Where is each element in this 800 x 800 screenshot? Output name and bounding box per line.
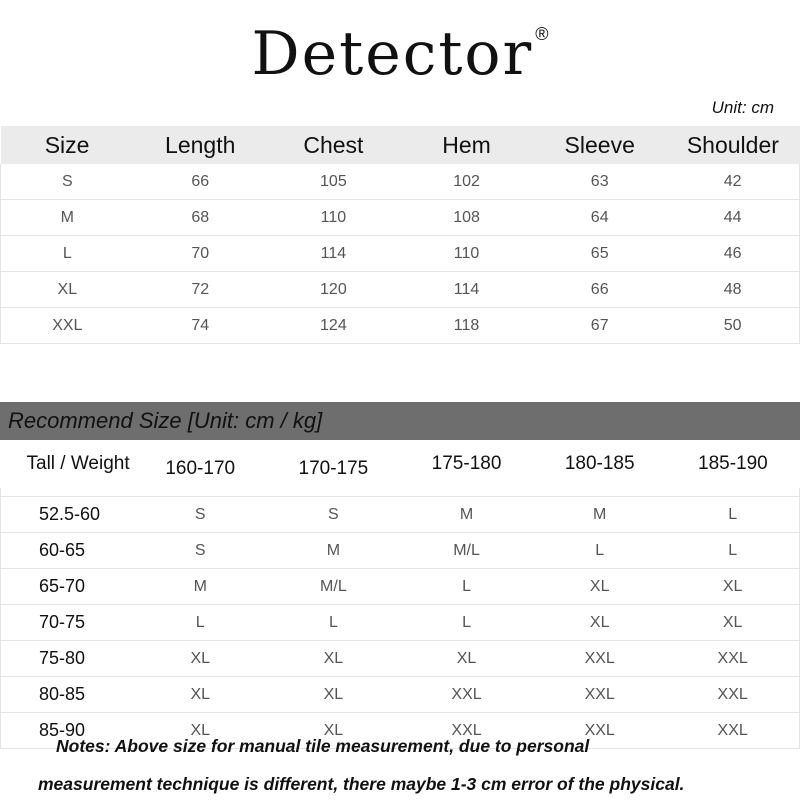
table-cell: S (134, 497, 267, 533)
table-cell: 65 (533, 236, 666, 272)
weight-range: 80-85 (1, 677, 134, 713)
table-cell: 118 (400, 308, 533, 344)
table-cell: XL (1, 272, 134, 308)
table-cell: L (533, 533, 666, 569)
table-cell: M/L (400, 533, 533, 569)
registered-mark: ® (535, 24, 549, 44)
table-cell: XL (134, 713, 267, 749)
table-row (1, 497, 800, 533)
table-cell: 102 (400, 164, 533, 200)
table-row (1, 641, 800, 677)
table-cell: 108 (400, 200, 533, 236)
table-cell: XL (267, 713, 400, 749)
header-chest: Chest (267, 126, 400, 164)
table-cell: XXL (666, 677, 799, 713)
table-cell: XL (533, 569, 666, 605)
header-height-range: 180-185 (564, 453, 635, 474)
weight-range: 60-65 (1, 533, 134, 569)
table-cell: M (267, 533, 400, 569)
header-tall-weight: Tall / Weight (26, 453, 130, 474)
notes-line-2: measurement technique is different, there maybe 1-3 cm error of the physical. (38, 774, 685, 794)
table-row (1, 272, 800, 308)
recommend-size-table (0, 440, 800, 749)
header-height-range: 175-180 (431, 453, 502, 474)
size-chart-header-row (1, 126, 800, 164)
table-cell: 67 (533, 308, 666, 344)
table-cell: L (134, 605, 267, 641)
table-row (1, 533, 800, 569)
weight-range: 52.5-60 (1, 497, 134, 533)
header-height-range: 160-170 (165, 458, 236, 479)
weight-range: 65-70 (1, 569, 134, 605)
header-sleeve: Sleeve (533, 126, 666, 164)
table-cell: L (400, 605, 533, 641)
weight-range: 75-80 (1, 641, 134, 677)
table-cell: 70 (134, 236, 267, 272)
table-cell: L (666, 533, 799, 569)
table-cell: 46 (666, 236, 799, 272)
table-cell: 74 (134, 308, 267, 344)
weight-range: 70-75 (1, 605, 134, 641)
table-row (1, 200, 800, 236)
table-cell: 48 (666, 272, 799, 308)
table-cell: 114 (267, 236, 400, 272)
table-cell: XL (666, 605, 799, 641)
table-row (1, 569, 800, 605)
table-cell: XL (134, 641, 267, 677)
header-size: Size (1, 126, 134, 164)
table-cell: 110 (400, 236, 533, 272)
table-cell: 124 (267, 308, 400, 344)
table-cell: 114 (400, 272, 533, 308)
table-row (1, 605, 800, 641)
table-row (1, 236, 800, 272)
table-cell: 110 (267, 200, 400, 236)
table-cell: XXL (400, 677, 533, 713)
header-length: Length (134, 126, 267, 164)
table-cell: M/L (267, 569, 400, 605)
table-cell: XL (400, 641, 533, 677)
recommend-header-row (1, 440, 800, 488)
unit-label: Unit: cm (711, 98, 774, 117)
table-cell: L (400, 569, 533, 605)
table-cell: XL (533, 605, 666, 641)
table-row (1, 677, 800, 713)
table-cell: S (267, 497, 400, 533)
table-cell: 72 (134, 272, 267, 308)
table-cell: 50 (666, 308, 799, 344)
row-spacer (1, 488, 800, 497)
size-chart-table (0, 126, 800, 344)
table-cell: XXL (1, 308, 134, 344)
notes-line-1: Notes: Above size for manual tile measurement, due to personal (56, 736, 590, 756)
weight-range: 85-90 (1, 713, 134, 749)
table-cell: 66 (134, 164, 267, 200)
table-cell: M (134, 569, 267, 605)
table-cell: XXL (533, 713, 666, 749)
table-cell: 63 (533, 164, 666, 200)
brand-logo (0, 14, 800, 94)
table-cell: 42 (666, 164, 799, 200)
table-cell: S (134, 533, 267, 569)
table-cell: L (267, 605, 400, 641)
table-cell: XXL (666, 713, 799, 749)
table-cell: 44 (666, 200, 799, 236)
table-cell: XXL (533, 641, 666, 677)
table-cell: XXL (533, 677, 666, 713)
table-cell: XL (267, 641, 400, 677)
table-cell: L (666, 497, 799, 533)
table-cell: M (533, 497, 666, 533)
table-cell: S (1, 164, 134, 200)
table-cell: 105 (267, 164, 400, 200)
table-cell: L (1, 236, 134, 272)
table-cell: 120 (267, 272, 400, 308)
table-cell: M (400, 497, 533, 533)
table-cell: XXL (400, 713, 533, 749)
recommend-size-title: Recommend Size [Unit: cm / kg] (0, 402, 800, 440)
table-row (1, 308, 800, 344)
table-cell: 68 (134, 200, 267, 236)
table-cell: M (1, 200, 134, 236)
table-row (1, 164, 800, 200)
header-hem: Hem (400, 126, 533, 164)
table-cell: XL (666, 569, 799, 605)
table-cell: XL (267, 677, 400, 713)
brand-name: Detector (251, 19, 534, 89)
header-height-range: 185-190 (698, 453, 768, 474)
table-cell: 66 (533, 272, 666, 308)
header-shoulder: Shoulder (666, 126, 799, 164)
table-cell: XXL (666, 641, 799, 677)
header-height-range: 170-175 (298, 458, 369, 479)
table-cell: XL (134, 677, 267, 713)
table-cell: 64 (533, 200, 666, 236)
